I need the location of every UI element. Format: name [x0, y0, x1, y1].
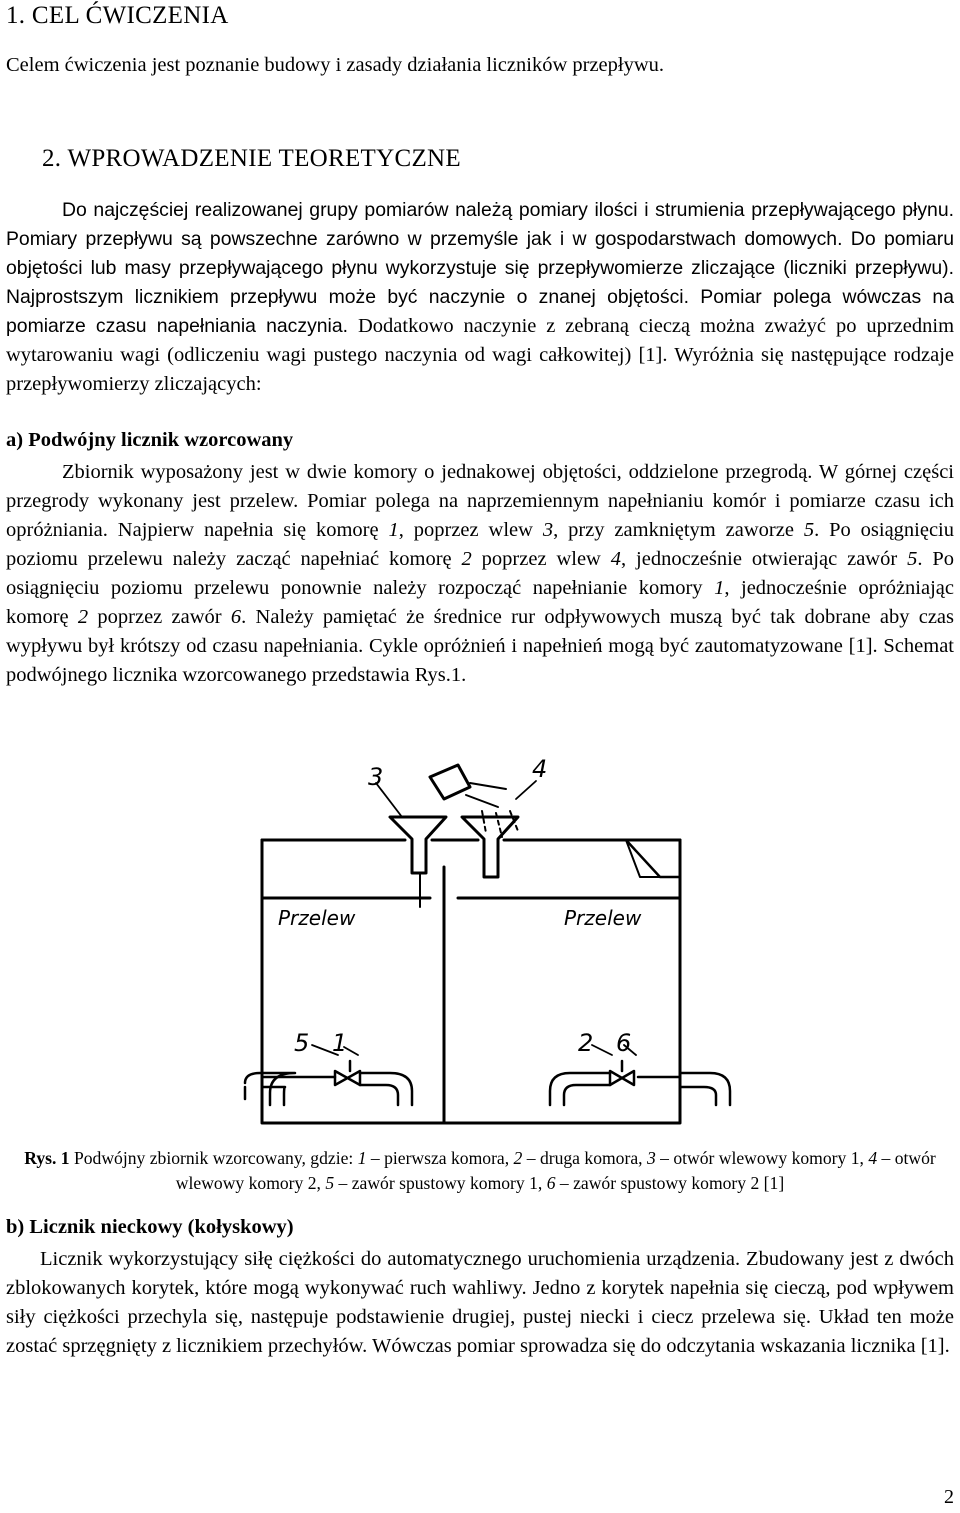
subsection-b-body: Licznik wykorzystujący siłę ciężkości do automatycznego uruchomienia urządzenia. Zbudowany jest z dwóch zblokowanych korytek, które mogą wykonywać ruch wahliwy. Jedno z korytek napełnia się cieczą, pod wpływem siły ciężkości przechyla się, następuje podstawienie drugiej, pustej niecki i ciecz przelewa się. Układ ten może zostać sprzęgnięty z licznikiem przechyłów. Wówczas pomiar sprowadza się do odczytania wskazania licznika [1]. [6, 1248, 954, 1357]
section-2-body [6, 196, 954, 399]
overflow-label-left: Przelew [278, 906, 356, 930]
valve-5 [335, 1071, 360, 1085]
figure-label-1: 1 [332, 1029, 348, 1057]
figure-label-5: 5 [294, 1029, 310, 1057]
inlet-4-funnel [462, 817, 518, 877]
section-1-text: Celem ćwiczenia jest poznanie budowy i zasady działania liczników przepływu. [6, 54, 665, 76]
section-2-sentence-3: Dodatkowo naczynie z zebraną cieczą można zważyć po uprzednim wytarowaniu wagi (odliczeniu wagi pustego naczynia od wagi całkowitej) [1]. Wyróżnia się następujące rodzaje przepływomierzy zliczających: [6, 315, 955, 395]
valve-6 [610, 1071, 634, 1085]
inlet-3-funnel [390, 817, 446, 873]
double-tank-figure [240, 755, 760, 1130]
section-2-heading: 2. WPROWADZENIE TEORETYCZNE [42, 145, 461, 172]
section-2-sentence-2: Pomiary przepływu są powszechne zarówno w przemyśle jak i w gospodarstwach domowych. Do pomiaru objętości lub masy przepływającego płynu wykorzystuje się przepływomierze zliczające (liczniki przepływu). Najprostszym licznikiem przepływu może być naczynie o znanej objętości. Pomiar polega wówczas na pomiarze czasu napełniania naczynia. [6, 228, 954, 337]
subsection-a-heading: a) Podwójny licznik wzorcowany [6, 429, 294, 451]
figure-caption: Rys. 1 Podwójny zbiornik wzorcowany, gdzie: 1 – pierwsza komora, 2 – druga komora, 3 – otwór wlewowy komory 1, 4 – otwór wlewowy komory 2, 5 – zawór spustowy komory 1, 6 – zawór spustowy komory 2 [1] [24, 1148, 936, 1193]
subsection-b-heading: b) Licznik nieckowy (kołyskowy) [6, 1216, 294, 1238]
figure-label-6: 6 [616, 1029, 632, 1057]
right-overflow-cut [626, 840, 680, 877]
figure-label-4: 4 [532, 755, 548, 783]
page-number: 2 [944, 1486, 954, 1508]
subsection-a-body: Zbiornik wyposażony jest w dwie komory o jednakowej objętości, oddzielone przegrodą. W górnej części przegrody wykonany jest przelew. Pomiar polega na naprzemiennym napełnianiu komór i pomiarze czasu ich opróżniania. Najpierw napełnia się komorę 1, poprzez wlew 3, przy zamkniętym zaworze 5. Po osiągnięciu poziomu przelewu należy zacząć napełniać komorę 2 poprzez wlew 4, jednocześnie otwierając zawór 5. Po osiągnięciu poziomu przelewu ponownie należy rozpocząć napełnianie komory 1, jednocześnie opróżniając komorę 2 poprzez zawór 6. Należy pamiętać że średnice rur odpływowych muszą być tak dobrane aby czas wypływu był krótszy od czasu napełniania. Cykle opróżnień i napełnień mogą być zautomatyzowane [1]. Schemat podwójnego licznika wzorcowanego przedstawia Rys.1. [6, 461, 955, 686]
overflow-label-right: Przelew [564, 906, 642, 930]
figure-label-3: 3 [368, 763, 384, 791]
pouring-nozzle [430, 765, 470, 799]
figure-label-2: 2 [578, 1029, 594, 1057]
section-2-sentence-1: Do najczęściej realizowanej grupy pomiarów należą pomiary ilości i strumienia przepływającego płynu. [62, 199, 954, 221]
caption-prefix: Rys. 1 [24, 1148, 70, 1168]
section-1-heading: 1. CEL ĆWICZENIA [6, 2, 229, 29]
